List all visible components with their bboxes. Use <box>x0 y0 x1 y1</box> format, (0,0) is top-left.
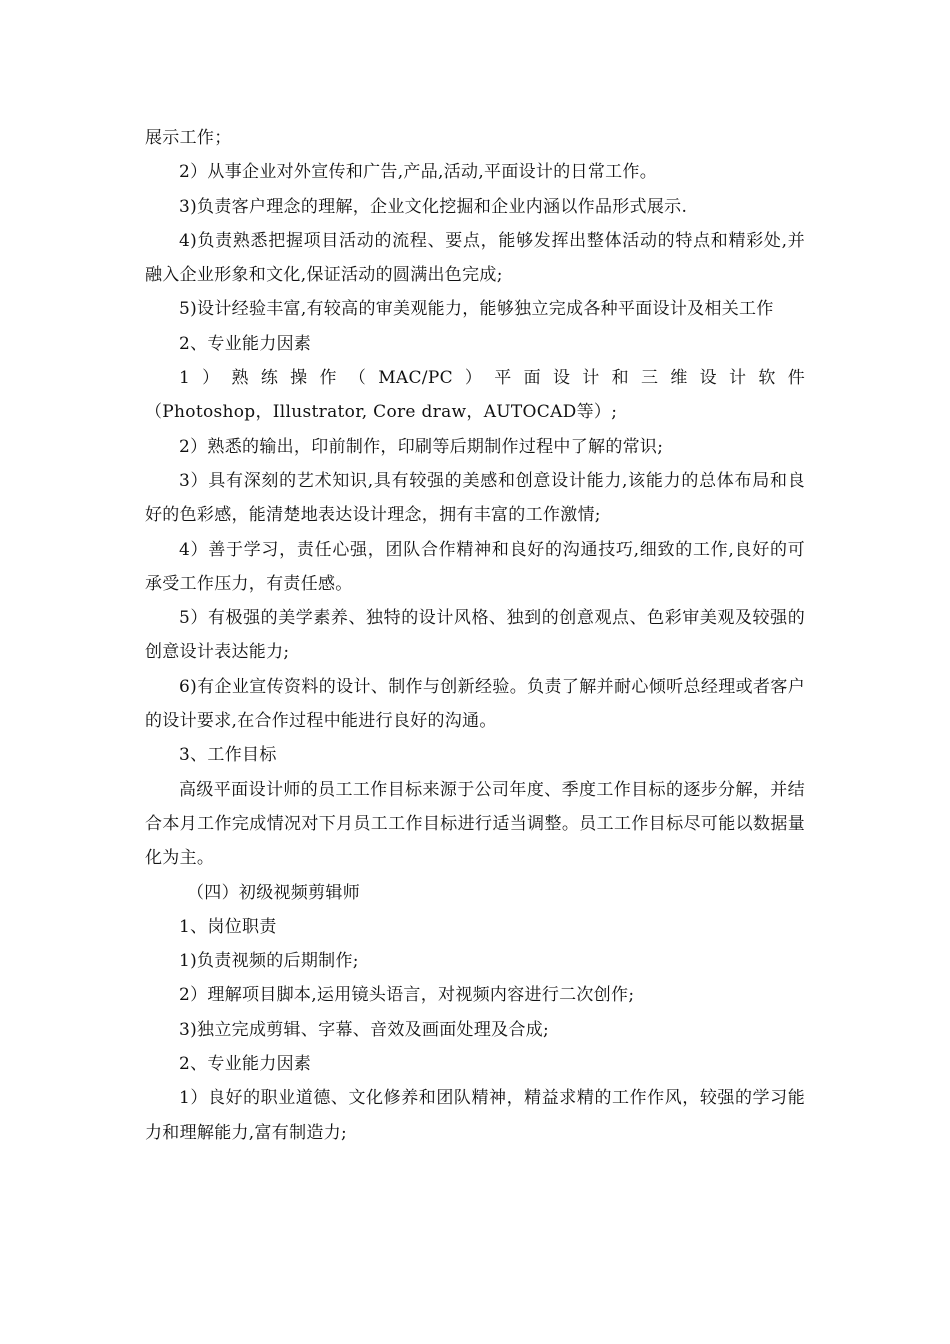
paragraph-skill-4: 4）善于学习，责任心强，团队合作精神和良好的沟通技巧,细致的工作,良好的可承受工作压力，有责任感。 <box>145 539 805 594</box>
paragraph-skill-2: 2）熟悉的输出，印前制作，印刷等后期制作过程中了解的常识; <box>179 436 664 457</box>
paragraph-continuation: 展示工作； <box>145 128 232 148</box>
paragraph-skill-3: 3）具有深刻的艺术知识,具有较强的美感和创意设计能力,该能力的总体布局和良好的色彩感，能清楚地表达设计理念，拥有丰富的工作激情; <box>145 470 805 526</box>
paragraph-video-duty-3: 3)独立完成剪辑、字幕、音效及画面处理及合成; <box>179 1019 550 1040</box>
paragraph-skill-6: 6)有企业宣传资料的设计、制作与创新经验。负责了解并耐心倾听总经理或者客户的设计要求,在合作过程中能进行良好的沟通。 <box>145 676 805 732</box>
paragraph-duty-3: 3)负责客户理念的理解，企业文化挖掘和企业内涵以作品形式展示. <box>179 196 688 217</box>
paragraph-duty-4: 4)负责熟悉把握项目活动的流程、要点，能够发挥出整体活动的特点和精彩处,并融入企业形象和文化,保证活动的圆满出色完成; <box>145 230 805 286</box>
paragraph-skill-1: 1）熟练操作（MAC/PC）平面设计和三维设计软件 <box>179 368 805 389</box>
section-heading-goals: 3、工作目标 <box>179 745 277 766</box>
section-heading-video-skills: 2、专业能力因素 <box>179 1054 312 1075</box>
paragraph-duty-5: 5)设计经验丰富,有较高的审美观能力，能够独立完成各种平面设计及相关工作 <box>179 299 774 320</box>
paragraph-video-duty-2: 2）理解项目脚本,运用镜头语言，对视频内容进行二次创作; <box>179 985 635 1006</box>
paragraph-skill-5: 5）有极强的美学素养、独特的设计风格、独到的创意观点、色彩审美观及较强的创意设计表达能力; <box>145 608 805 663</box>
paragraph-duty-2: 2）从事企业对外宣传和广告,产品,活动,平面设计的日常工作。 <box>179 162 658 183</box>
paragraph-goals: 高级平面设计师的员工工作目标来源于公司年度、季度工作目标的逐步分解，并结合本月工作完成情况对下月员工工作目标进行适当调整。员工工作目标尽可能以数据量化为主。 <box>145 779 805 869</box>
paragraph-skill-1-software: （Photoshop，Illustrator, Core draw，AUTOCAD等）; <box>145 402 618 423</box>
section-heading-duties: 1、岗位职责 <box>179 916 277 937</box>
section-heading-skills: 2、专业能力因素 <box>179 333 312 354</box>
paragraph-video-duty-1: 1)负责视频的后期制作; <box>179 951 359 972</box>
document-body <box>145 121 805 1150</box>
paragraph-video-skill-1: 1）良好的职业道德、文化修养和团队精神，精益求精的工作作风，较强的学习能力和理解能力,富有制造力; <box>145 1088 805 1143</box>
section-heading-video-editor: （四）初级视频剪辑师 <box>187 882 360 903</box>
